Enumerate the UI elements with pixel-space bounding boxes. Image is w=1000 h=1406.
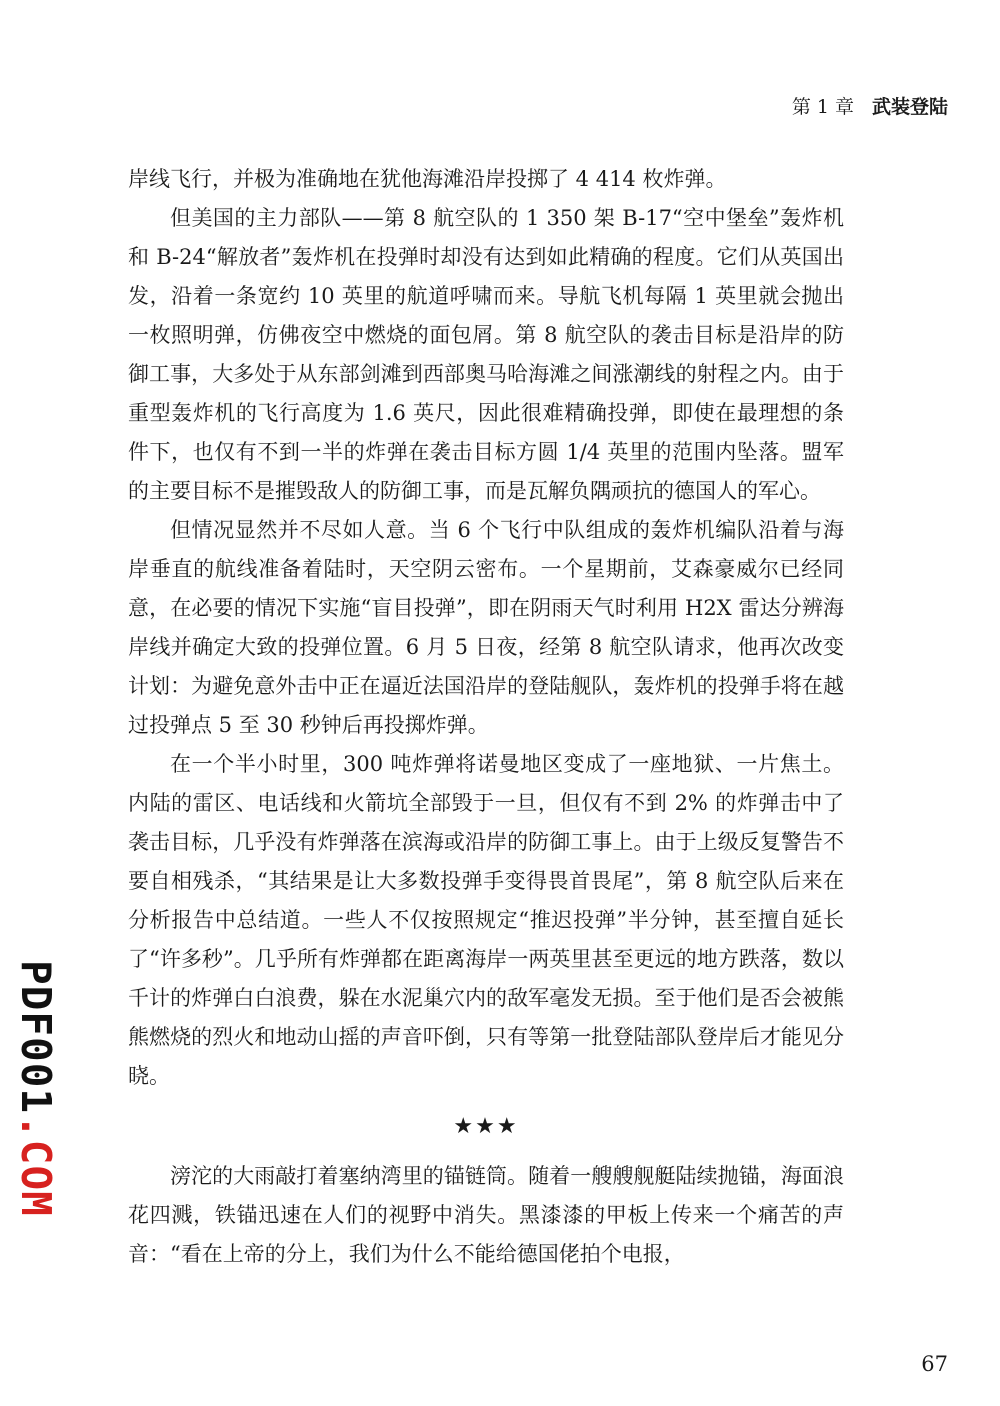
chapter-number: 第 1 章 [791,96,854,118]
watermark-text: PDF001 [12,960,60,1115]
running-header [792,92,948,119]
section-separator: ★★★ [453,1114,519,1139]
watermark-suffix: .COM [12,1114,60,1217]
watermark [12,960,60,1217]
chapter-title: 武装登陆 [871,96,948,118]
paragraph: 滂沱的大雨敲打着塞纳湾里的锚链筒。随着一艘艘舰艇陆续抛锚，海面浪花四溅，铁锚迅速在人们的视野中消失。黑漆漆的甲板上传来一个痛苦的声音：“看在上帝的分上，我们为什么不能给德国佬拍个电报， [128,1164,844,1266]
page-number: 67 [921,1352,948,1376]
body-text [128,160,844,1274]
paragraph: 在一个半小时里，300 吨炸弹将诺曼地区变成了一座地狱、一片焦土。内陆的雷区、电话线和火箭坑全部毁于一旦，但仅有不到 2% 的炸弹击中了袭击目标，几乎没有炸弹落在滨海或沿岸的防御工事上。由于上级反复警告不要自相残杀，“其结果是让大多数投弹手变得畏首畏尾”，第 8 航空队后来在分析报告中总结道。一些人不仅按照规定“推迟投弹”半分钟，甚至擅自延长了“许多秒”。几乎所有炸弹都在距离海岸一两英里甚至更远的地方跌落，数以千计的炸弹白白浪费，躲在水泥巢穴内的敌军毫发无损。至于他们是否会被熊熊燃烧的烈火和地动山摇的声音吓倒，只有等第一批登陆部队登岸后才能见分晓。 [128,752,844,1088]
paragraph: 但美国的主力部队——第 8 航空队的 1 350 架 B-17“空中堡垒”轰炸机和 B-24“解放者”轰炸机在投弹时却没有达到如此精确的程度。它们从英国出发，沿着一条宽约 10 英里的航道呼啸而来。导航飞机每隔 1 英里就会抛出一枚照明弹，仿佛夜空中燃烧的面包屑。第 8 航空队的袭击目标是沿岸的防御工事，大多处于从东部剑滩到西部奥马哈海滩之间涨潮线的射程之内。由于重型轰炸机的飞行高度为 1.6 英尺，因此很难精确投弹，即使在最理想的条件下，也仅有不到一半的炸弹在袭击目标方圆 1/4 英里的范围内坠落。盟军的主要目标不是摧毁敌人的防御工事，而是瓦解负隅顽抗的德国人的军心。 [128,206,844,503]
paragraph: 岸线飞行，并极为准确地在犹他海滩沿岸投掷了 4 414 枚炸弹。 [128,167,727,191]
paragraph: 但情况显然并不尽如人意。当 6 个飞行中队组成的轰炸机编队沿着与海岸垂直的航线准备着陆时，天空阴云密布。一个星期前，艾森豪威尔已经同意，在必要的情况下实施“盲目投弹”，即在阴雨天气时利用 H2X 雷达分辨海岸线并确定大致的投弹位置。6 月 5 日夜，经第 8 航空队请求，他再次改变计划：为避免意外击中正在逼近法国沿岸的登陆舰队，轰炸机的投弹手将在越过投弹点 5 至 30 秒钟后再投掷炸弹。 [128,518,844,737]
